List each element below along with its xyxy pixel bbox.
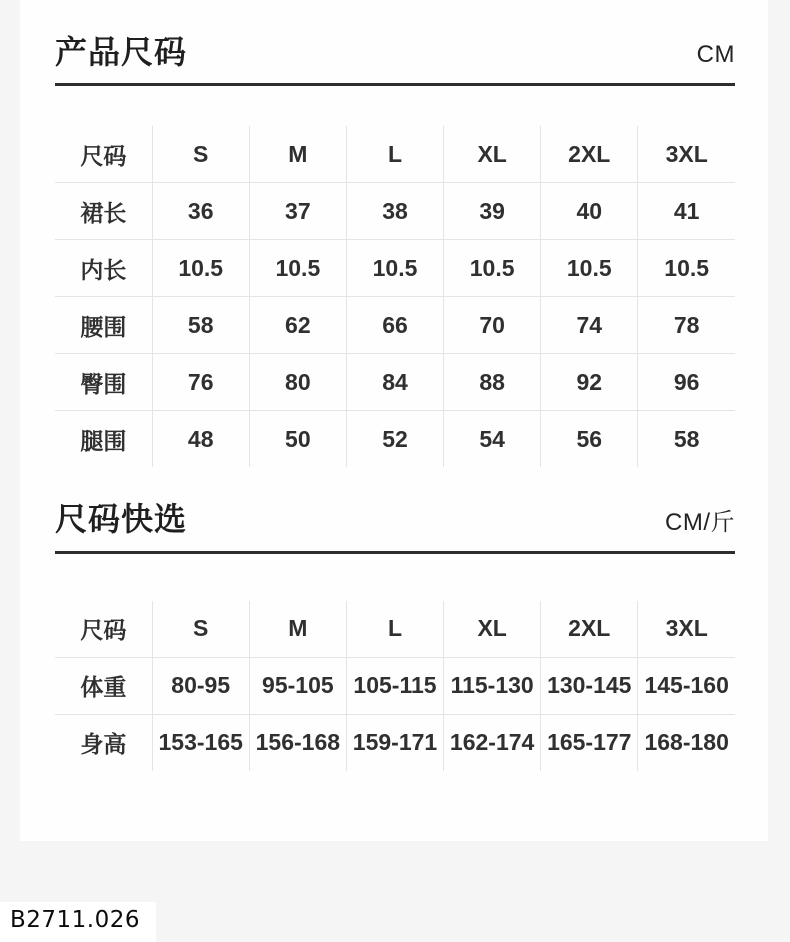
value-cell: 48 xyxy=(152,411,249,468)
value-cell: 162-174 xyxy=(444,714,541,771)
value-cell: 37 xyxy=(249,183,346,240)
value-cell: 156-168 xyxy=(249,714,346,771)
value-cell: 10.5 xyxy=(444,240,541,297)
content-card xyxy=(20,0,768,841)
size-header-cell: 2XL xyxy=(541,126,638,183)
value-cell: 153-165 xyxy=(152,714,249,771)
row-label-cell: 裙长 xyxy=(55,183,152,240)
value-cell: 145-160 xyxy=(638,657,735,714)
value-cell: 56 xyxy=(541,411,638,468)
value-cell: 54 xyxy=(444,411,541,468)
value-cell: 130-145 xyxy=(541,657,638,714)
value-cell: 105-115 xyxy=(346,657,443,714)
value-cell: 70 xyxy=(444,297,541,354)
value-cell: 80-95 xyxy=(152,657,249,714)
value-cell: 10.5 xyxy=(638,240,735,297)
value-cell: 78 xyxy=(638,297,735,354)
quick-select-table xyxy=(55,601,735,771)
value-cell: 159-171 xyxy=(346,714,443,771)
header-row xyxy=(55,126,735,183)
value-cell: 52 xyxy=(346,411,443,468)
size-header-cell: 3XL xyxy=(638,126,735,183)
size-header-cell: 2XL xyxy=(541,601,638,658)
size-header-cell: S xyxy=(152,126,249,183)
value-cell: 62 xyxy=(249,297,346,354)
size-header-cell: S xyxy=(152,601,249,658)
value-cell: 115-130 xyxy=(444,657,541,714)
table-row xyxy=(55,657,735,714)
size-header-cell: XL xyxy=(444,601,541,658)
row-label-cell: 身高 xyxy=(55,714,152,771)
corner-label-cell: 尺码 xyxy=(55,601,152,658)
size-header-cell: L xyxy=(346,601,443,658)
value-cell: 41 xyxy=(638,183,735,240)
quick-select-unit-label: CM/斤 xyxy=(665,508,735,536)
row-label-cell: 腿围 xyxy=(55,411,152,468)
value-cell: 58 xyxy=(638,411,735,468)
value-cell: 88 xyxy=(444,354,541,411)
table-row xyxy=(55,714,735,771)
size-header-cell: M xyxy=(249,601,346,658)
value-cell: 39 xyxy=(444,183,541,240)
table-row xyxy=(55,354,735,411)
value-cell: 10.5 xyxy=(152,240,249,297)
size-header-cell: XL xyxy=(444,126,541,183)
value-cell: 38 xyxy=(346,183,443,240)
value-cell: 168-180 xyxy=(638,714,735,771)
value-cell: 36 xyxy=(152,183,249,240)
row-label-cell: 腰围 xyxy=(55,297,152,354)
content-area xyxy=(20,0,768,771)
product-size-table xyxy=(55,126,735,467)
value-cell: 10.5 xyxy=(346,240,443,297)
row-label-cell: 臀围 xyxy=(55,354,152,411)
size-header-cell: L xyxy=(346,126,443,183)
value-cell: 40 xyxy=(541,183,638,240)
value-cell: 74 xyxy=(541,297,638,354)
value-cell: 58 xyxy=(152,297,249,354)
table-row xyxy=(55,411,735,468)
value-cell: 50 xyxy=(249,411,346,468)
value-cell: 66 xyxy=(346,297,443,354)
value-cell: 10.5 xyxy=(249,240,346,297)
header-row xyxy=(55,601,735,658)
value-cell: 95-105 xyxy=(249,657,346,714)
product-size-title: 产品尺码 xyxy=(55,34,188,70)
product-size-unit-label: CM xyxy=(696,41,735,69)
size-header-cell: 3XL xyxy=(638,601,735,658)
row-label-cell: 内长 xyxy=(55,240,152,297)
table-row xyxy=(55,240,735,297)
product-code-badge: B2711.026 xyxy=(0,902,156,942)
value-cell: 165-177 xyxy=(541,714,638,771)
corner-label-cell: 尺码 xyxy=(55,126,152,183)
quick-select-section-header xyxy=(55,467,735,553)
value-cell: 84 xyxy=(346,354,443,411)
value-cell: 10.5 xyxy=(541,240,638,297)
size-header-cell: M xyxy=(249,126,346,183)
value-cell: 96 xyxy=(638,354,735,411)
value-cell: 92 xyxy=(541,354,638,411)
table-row xyxy=(55,297,735,354)
quick-select-title: 尺码快选 xyxy=(55,501,188,538)
table-row xyxy=(55,183,735,240)
value-cell: 76 xyxy=(152,354,249,411)
product-size-section-header xyxy=(55,0,735,86)
row-label-cell: 体重 xyxy=(55,657,152,714)
value-cell: 80 xyxy=(249,354,346,411)
